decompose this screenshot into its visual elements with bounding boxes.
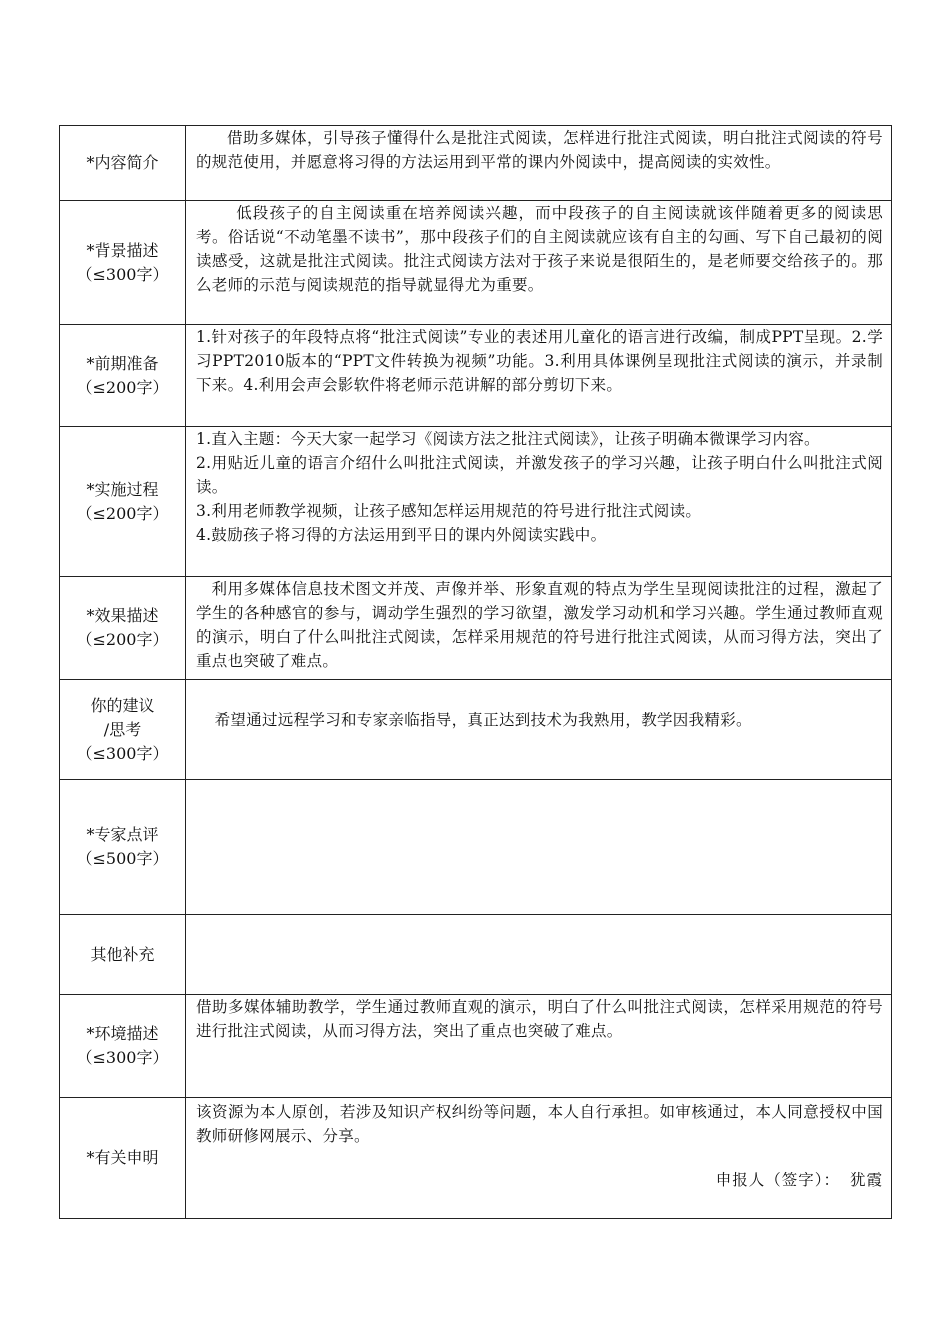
label-text: *有关申明 [86, 1148, 159, 1167]
row-other [60, 915, 892, 995]
label-limit: （≤200字） [76, 503, 169, 523]
row-suggestion [60, 680, 892, 780]
suggestion-text: 希望通过远程学习和专家亲临指导，真正达到技术为我熟用，教学因我精彩。 [186, 680, 892, 780]
label-preparation [60, 325, 186, 427]
declaration-text: 该资源为本人原创，若涉及知识产权纠纷等问题，本人自行承担。如审核通过，本人同意授权中国教师研修网展示、分享。 [196, 1103, 883, 1145]
label-text: *环境描述 [86, 1024, 159, 1043]
row-effect [60, 577, 892, 680]
label-limit: （≤200字） [76, 630, 169, 649]
label-effect [60, 577, 186, 680]
signature-name: 犹霞 [849, 1171, 883, 1189]
label-limit: （≤300字） [76, 743, 169, 763]
label-suggestion [60, 680, 186, 780]
expert-review-text [186, 780, 892, 915]
label-text: *前期准备 [86, 353, 159, 373]
row-content-summary [60, 126, 892, 201]
label-text: *效果描述 [86, 606, 159, 625]
label-limit: （≤300字） [76, 264, 169, 284]
declaration-cell [186, 1098, 892, 1219]
row-implementation [60, 427, 892, 577]
row-environment [60, 995, 892, 1098]
signature-line [196, 1168, 883, 1192]
label-limit: （≤200字） [76, 377, 169, 397]
effect-text: 利用多媒体信息技术图文并茂、声像并举、形象直观的特点为学生呈现阅读批注的过程，激起了学生的各种感官的参与，调动学生强烈的学习欲望，激发学习动机和学习兴趣。学生通过教师直观的演示，明白了什么叫批注式阅读，怎样采用规范的符号进行批注式阅读，从而习得方法，突出了重点也突破了难点。 [186, 577, 892, 680]
label-declaration [60, 1098, 186, 1219]
implementation-text [186, 427, 892, 577]
background-text: 低段孩子的自主阅读重在培养阅读兴趣，而中段孩子的自主阅读就该伴随着更多的阅读思考。俗话说“不动笔墨不读书”，那中段孩子们的自主阅读就应该有自主的勾画、写下自己最初的阅读感受，这就是批注式阅读。批注式阅读方法对于孩子来说是很陌生的，是老师要交给孩子的。那么老师的示范与阅读规范的指导就显得尤为重要。 [186, 201, 892, 325]
content-summary-text: 借助多媒体，引导孩子懂得什么是批注式阅读，怎样进行批注式阅读，明白批注式阅读的符号的规范使用，并愿意将习得的方法运用到平常的课内外阅读中，提高阅读的实效性。 [186, 126, 892, 201]
step-item: 2.用贴近儿童的语言介绍什么叫批注式阅读，并激发孩子的学习兴趣，让孩子明白什么叫批注式阅读。 [196, 454, 883, 496]
row-preparation [60, 325, 892, 427]
label-other [60, 915, 186, 995]
label-text: *背景描述 [86, 240, 159, 260]
other-text [186, 915, 892, 995]
label-limit: （≤500字） [76, 849, 169, 868]
label-text: *内容简介 [86, 153, 159, 172]
label-environment [60, 995, 186, 1098]
row-background [60, 201, 892, 325]
label-text-2: /思考 [103, 719, 142, 739]
step-item: 3.利用老师教学视频，让孩子感知怎样运用规范的符号进行批注式阅读。 [196, 502, 702, 520]
signature-label: 申报人（签字）： [715, 1171, 840, 1189]
label-text: *专家点评 [86, 825, 159, 844]
label-expert-review [60, 780, 186, 915]
preparation-text: 1.针对孩子的年段特点将“批注式阅读”专业的表述用儿童化的语言进行改编，制成PPT呈现。2.学习PPT2010版本的“PPT文件转换为视频”功能。3.利用具体课例呈现批注式阅读的演示，并录制下来。4.利用会声会影软件将老师示范讲解的部分剪切下来。 [186, 325, 892, 427]
label-content-summary [60, 126, 186, 201]
row-declaration [60, 1098, 892, 1219]
step-item: 4.鼓励孩子将习得的方法运用到平日的课内外阅读实践中。 [196, 526, 607, 544]
step-item: 1.直入主题：今天大家一起学习《阅读方法之批注式阅读》，让孩子明确本微课学习内容。 [196, 430, 820, 448]
label-background [60, 201, 186, 325]
application-form-table [59, 125, 892, 1219]
environment-text: 借助多媒体辅助教学，学生通过教师直观的演示，明白了什么叫批注式阅读，怎样采用规范的符号进行批注式阅读，从而习得方法，突出了重点也突破了难点。 [186, 995, 892, 1098]
label-text: *实施过程 [86, 479, 159, 499]
label-implementation [60, 427, 186, 577]
label-limit: （≤300字） [76, 1048, 169, 1067]
label-text: 其他补充 [90, 944, 155, 964]
row-expert-review [60, 780, 892, 915]
label-text: 你的建议 [90, 695, 155, 715]
